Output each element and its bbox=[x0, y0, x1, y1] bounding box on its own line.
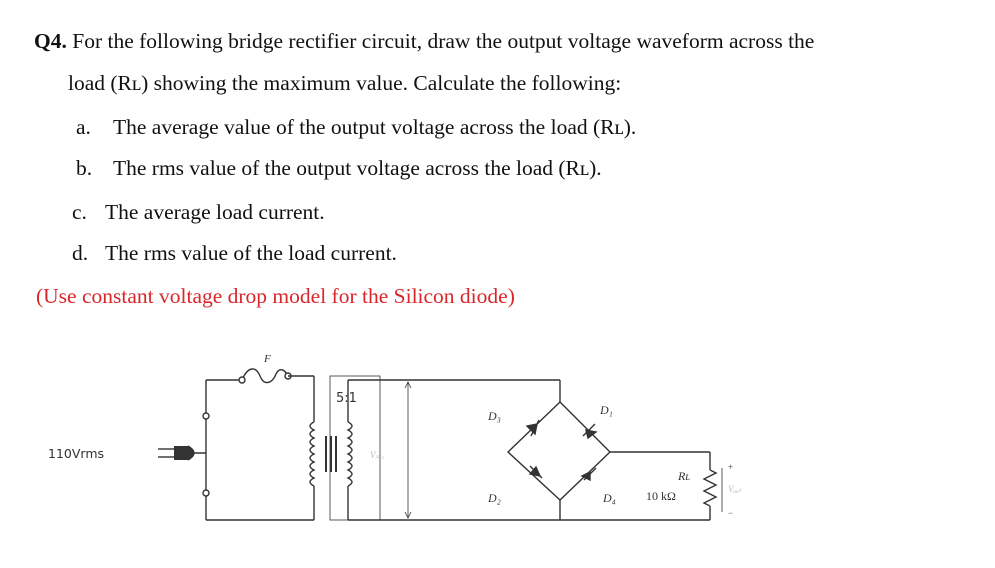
list-item-text: The rms value of the load current. bbox=[105, 241, 397, 265]
primary-coil-icon bbox=[310, 422, 314, 486]
diode-d3-icon bbox=[527, 420, 539, 436]
load-resistor-name: Rʟ bbox=[678, 469, 691, 483]
list-marker: d. bbox=[72, 241, 89, 265]
question-text-line1: For the following bridge rectifier circuit, draw the output voltage waveform across the bbox=[72, 29, 815, 53]
list-item-text: The average value of the output voltage across the load (Rʟ). bbox=[113, 115, 637, 139]
fuse-icon bbox=[242, 369, 288, 383]
question-text-line2: load (Rʟ) showing the maximum value. Calculate the following: bbox=[68, 71, 622, 95]
diode-d4-label: D₄ bbox=[603, 491, 616, 505]
list-item-a bbox=[76, 115, 636, 140]
load-resistor-value: 10 kΩ bbox=[646, 489, 676, 503]
diode-d3-label: D₃ bbox=[488, 409, 501, 423]
list-item-b bbox=[76, 156, 602, 181]
fuse-label: F bbox=[264, 353, 271, 365]
load-resistor-icon bbox=[704, 470, 716, 506]
output-voltage-label: Vₒᵤₜ bbox=[728, 484, 742, 494]
list-item-text: The average load current. bbox=[105, 200, 325, 224]
list-marker: a. bbox=[76, 115, 91, 139]
question-number: Q4. bbox=[34, 29, 67, 53]
output-plus-sign: + bbox=[728, 462, 734, 472]
list-marker: c. bbox=[72, 200, 87, 224]
output-minus-sign: − bbox=[728, 508, 734, 518]
diode-d2-label: D₂ bbox=[488, 491, 501, 505]
diode-d2-icon bbox=[530, 466, 542, 478]
question-heading bbox=[34, 29, 814, 54]
list-marker: b. bbox=[76, 156, 93, 180]
source-label: 110Vrms bbox=[48, 446, 105, 461]
bridge-rectifier-diagram bbox=[30, 340, 770, 530]
secondary-voltage-label: Vₛₑ꜀ bbox=[370, 450, 385, 460]
diode-d4-icon bbox=[582, 468, 596, 480]
list-item-text: The rms value of the output voltage across the load (Rʟ). bbox=[113, 156, 602, 180]
turns-ratio-label: 5:1 bbox=[336, 391, 357, 406]
list-item-c bbox=[72, 200, 325, 225]
model-note: (Use constant voltage drop model for the Silicon diode) bbox=[36, 284, 515, 308]
secondary-coil-icon bbox=[348, 422, 352, 486]
diode-d1-label: D₁ bbox=[600, 403, 613, 417]
list-item-d bbox=[72, 241, 397, 266]
